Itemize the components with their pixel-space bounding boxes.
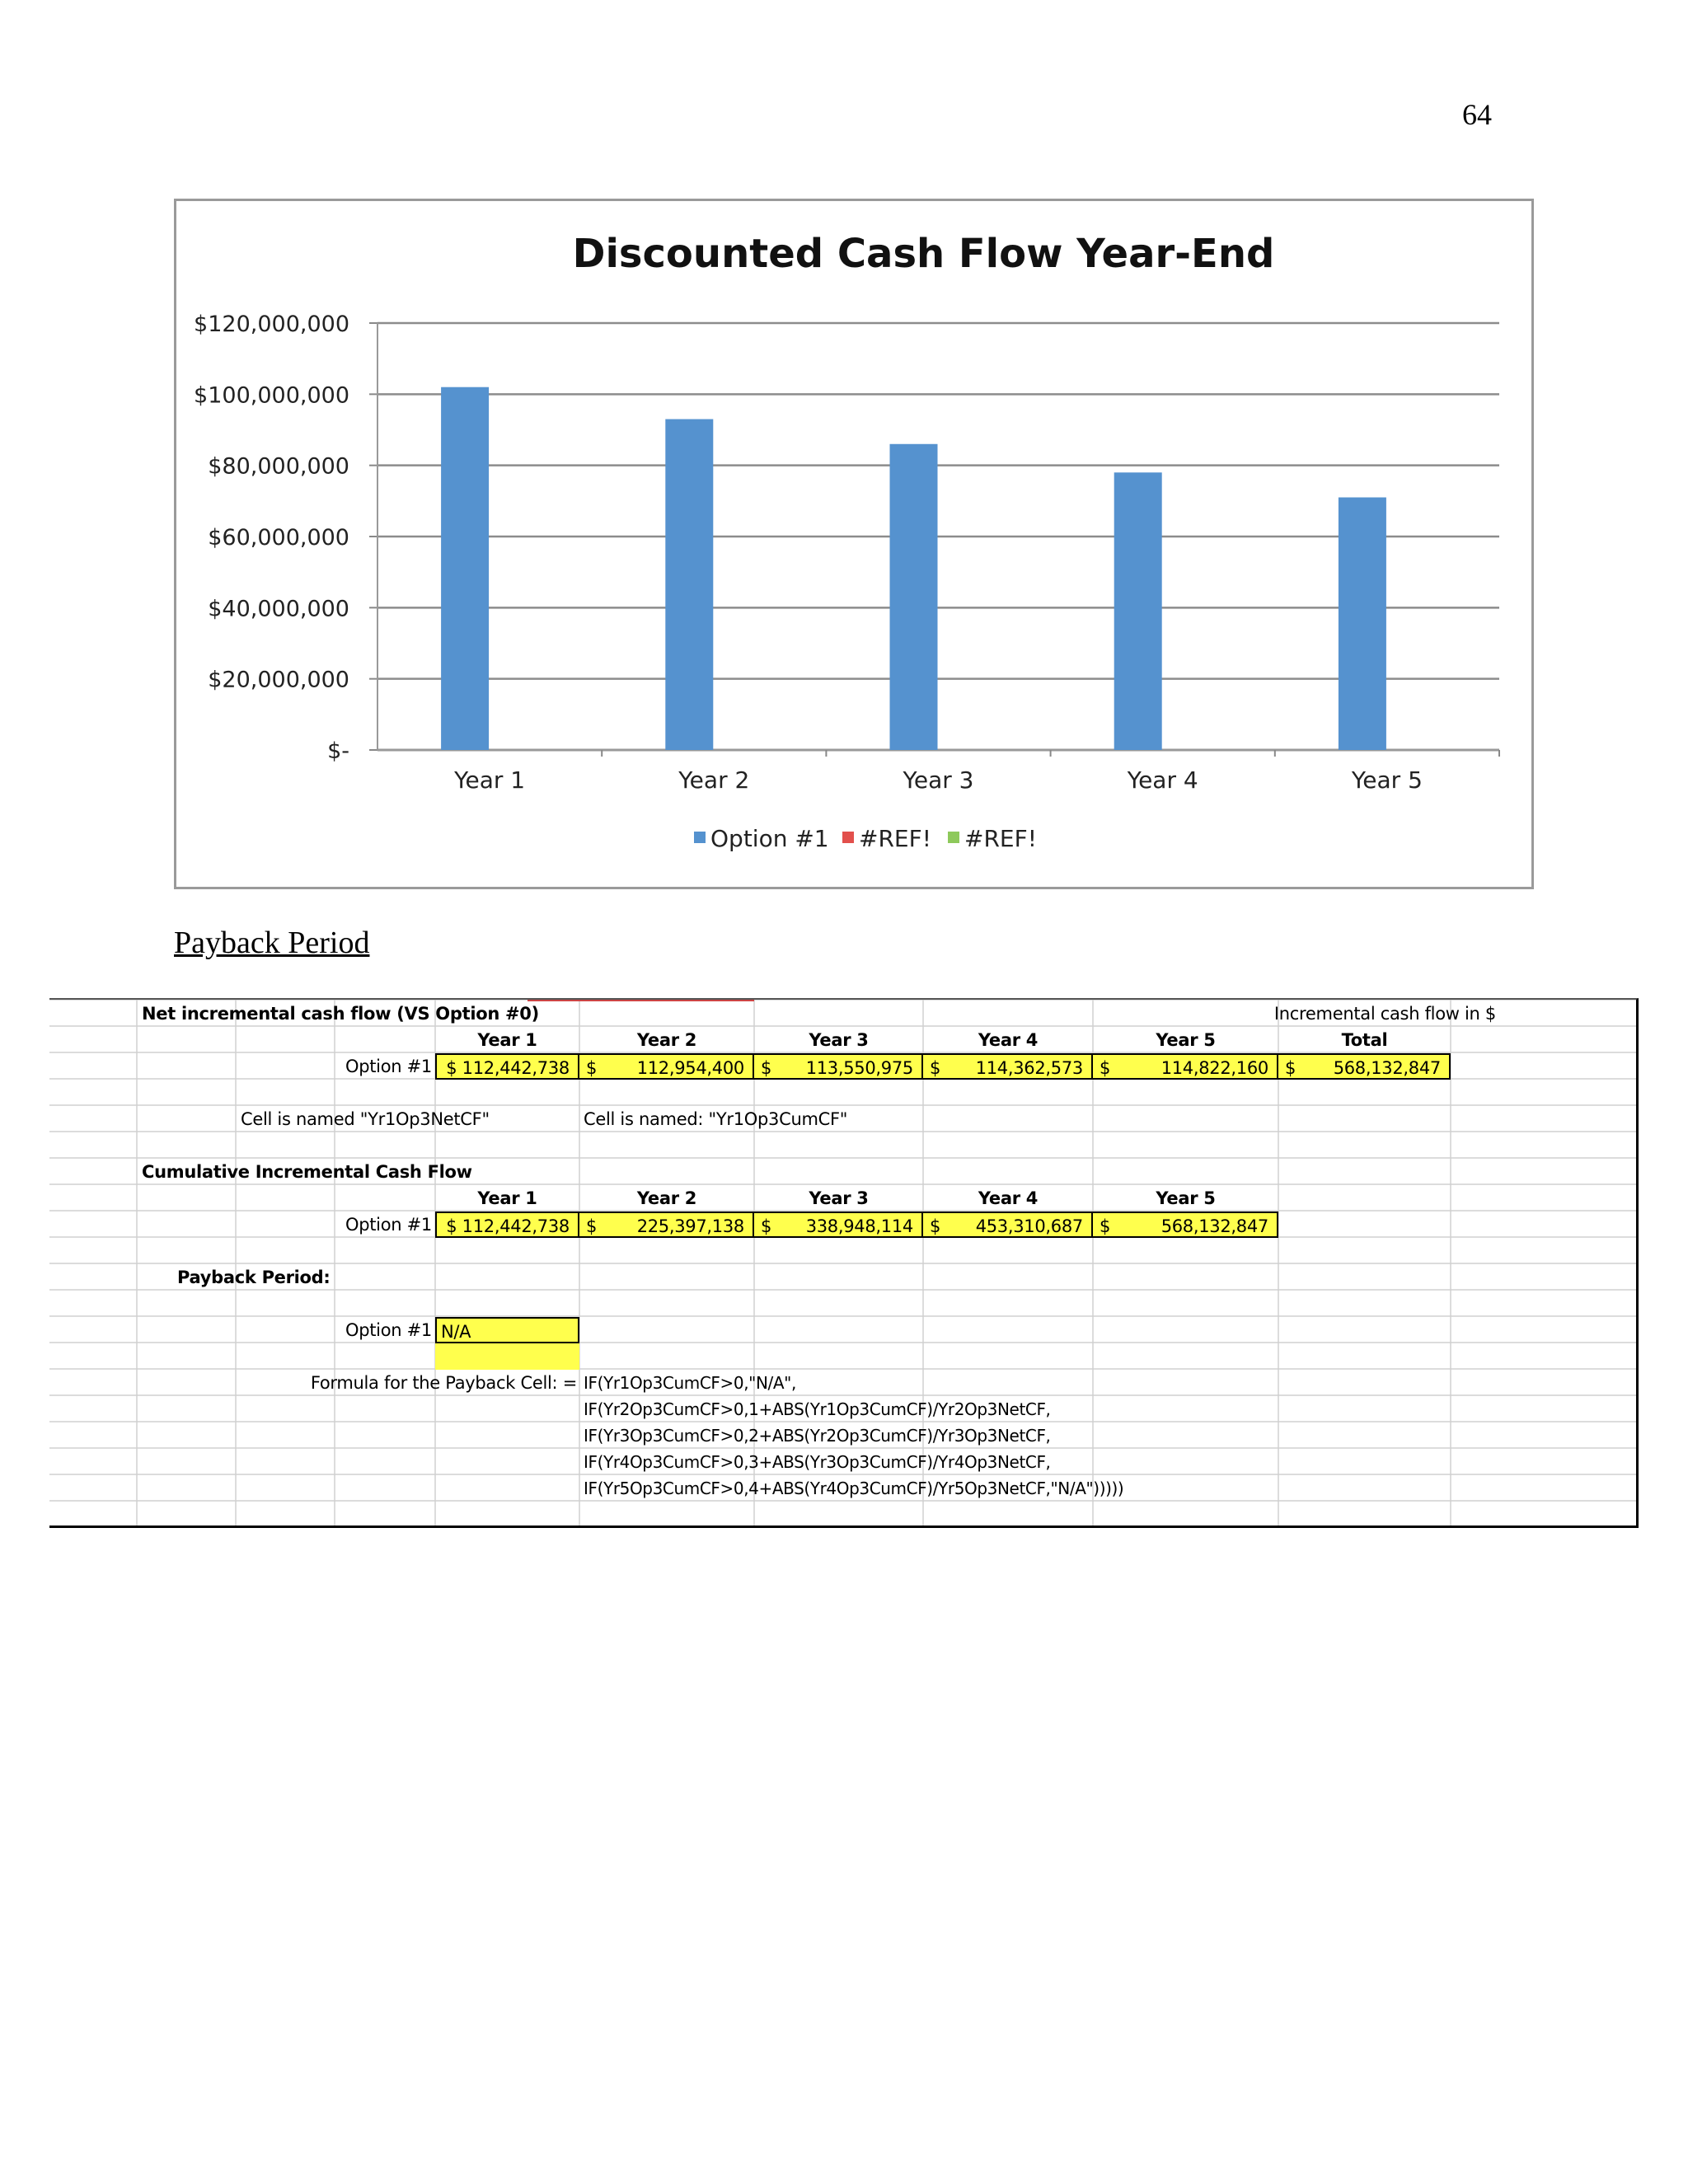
section-heading-payback: Payback Period [174, 926, 370, 960]
dcf-chart [174, 199, 1534, 889]
net-value-year-4: 114,362,573 [975, 1058, 1083, 1078]
formula-line-4: IF(Yr4Op3CumCF>0,3+ABS(Yr3Op3CumCF)/Yr4Op3NetCF, [584, 1452, 1051, 1472]
net-header-year-1: Year 1 [477, 1030, 537, 1050]
x-tick-label: Year 3 [903, 766, 974, 794]
cumulative-title: Cumulative Incremental Cash Flow [142, 1162, 472, 1182]
net-value-year-5: 114,822,160 [1160, 1058, 1268, 1078]
net-cashflow-title: Net incremental cash flow (VS Option #0) [142, 1004, 539, 1024]
payback-title: Payback Period: [177, 1268, 331, 1287]
cum-option-label: Option #1 [345, 1215, 432, 1235]
currency-symbol: $ [1100, 1216, 1111, 1236]
net-option-label: Option #1 [345, 1057, 432, 1076]
net-header-year-2: Year 2 [636, 1030, 697, 1050]
currency-symbol: $ [930, 1058, 941, 1078]
cum-value-year-1: $ 112,442,738 [446, 1216, 570, 1236]
y-tick-label: $- [327, 738, 349, 764]
units-note: Incremental cash flow in $ [1273, 1004, 1496, 1024]
cum-value-year-2: 225,397,138 [636, 1216, 744, 1236]
legend-label: Option #1 [710, 825, 829, 852]
net-cell-year-4[interactable] [921, 1053, 1093, 1080]
bar-option-1 [1114, 472, 1162, 750]
bar-option-1 [441, 387, 489, 750]
legend-swatch [948, 832, 959, 843]
net-cell-total[interactable] [1277, 1053, 1451, 1080]
cum-header-year-2: Year 2 [636, 1188, 697, 1208]
net-header-year-3: Year 3 [809, 1030, 869, 1050]
cum-value-year-5: 568,132,847 [1160, 1216, 1268, 1236]
page-number: 64 [1462, 98, 1492, 131]
y-tick-label: $80,000,000 [208, 453, 349, 480]
net-value-year-3: 113,550,975 [805, 1058, 913, 1078]
net-cell-year-5[interactable] [1091, 1053, 1278, 1080]
y-tick-label: $40,000,000 [208, 596, 349, 622]
bar-option-1 [665, 419, 713, 750]
cum-cell-year-2[interactable] [578, 1212, 754, 1238]
chart-title: Discounted Cash Flow Year-End [572, 231, 1275, 277]
payback-cell[interactable]: N/A [435, 1317, 579, 1343]
cum-cell-year-5[interactable] [1091, 1212, 1278, 1238]
legend-label: #REF! [859, 825, 931, 852]
cum-value-year-4: 453,310,687 [975, 1216, 1083, 1236]
legend-swatch [842, 832, 854, 843]
cum-cell-year-3[interactable] [753, 1212, 923, 1238]
cum-cell-year-1[interactable] [435, 1212, 579, 1238]
net-value-year-1: $ 112,442,738 [446, 1058, 570, 1078]
x-tick-label: Year 5 [1351, 766, 1423, 794]
x-tick-label: Year 2 [678, 766, 750, 794]
cum-header-year-3: Year 3 [809, 1188, 869, 1208]
formula-line-2: IF(Yr2Op3CumCF>0,1+ABS(Yr1Op3CumCF)/Yr2Op3NetCF, [584, 1399, 1051, 1419]
x-tick-label: Year 1 [454, 766, 526, 794]
net-header-total: Total [1341, 1030, 1388, 1050]
currency-symbol: $ [761, 1058, 772, 1078]
bar-option-1 [890, 444, 938, 750]
legend-swatch [694, 832, 706, 843]
x-tick-label: Year 4 [1127, 766, 1198, 794]
formula-line-3: IF(Yr3Op3CumCF>0,2+ABS(Yr2Op3CumCF)/Yr3Op3NetCF, [584, 1426, 1051, 1446]
note-cum-cell-name: Cell is named: "Yr1Op3CumCF" [584, 1109, 848, 1129]
spreadsheet [49, 998, 1639, 1528]
formula-line-5: IF(Yr5Op3CumCF>0,4+ABS(Yr4Op3CumCF)/Yr5Op3NetCF,"N/A"))))) [584, 1479, 1124, 1498]
y-tick-label: $20,000,000 [208, 667, 349, 693]
legend-label: #REF! [964, 825, 1037, 852]
net-cell-year-3[interactable] [753, 1053, 923, 1080]
y-tick-label: $60,000,000 [208, 525, 349, 551]
cum-header-year-5: Year 5 [1156, 1188, 1216, 1208]
net-header-year-4: Year 4 [978, 1030, 1039, 1050]
payback-cell-below [435, 1343, 579, 1370]
y-tick-label: $100,000,000 [194, 382, 349, 409]
net-value-total: 568,132,847 [1333, 1058, 1441, 1078]
currency-symbol: $ [761, 1216, 772, 1236]
chart-canvas [176, 201, 1531, 887]
bar-option-1 [1339, 498, 1386, 750]
net-header-year-5: Year 5 [1156, 1030, 1216, 1050]
currency-symbol: $ [586, 1058, 598, 1078]
currency-symbol: $ [586, 1216, 598, 1236]
y-tick-label: $120,000,000 [194, 312, 349, 337]
formula-line-1: IF(Yr1Op3CumCF>0,"N/A", [584, 1373, 796, 1393]
currency-symbol: $ [1100, 1058, 1111, 1078]
net-cell-year-2[interactable] [578, 1053, 754, 1080]
cum-header-year-4: Year 4 [978, 1188, 1039, 1208]
currency-symbol: $ [1285, 1058, 1296, 1078]
cum-header-year-1: Year 1 [477, 1188, 537, 1208]
net-cell-year-1[interactable] [435, 1053, 579, 1080]
note-net-cell-name: Cell is named "Yr1Op3NetCF" [241, 1109, 490, 1129]
currency-symbol: $ [930, 1216, 941, 1236]
cum-value-year-3: 338,948,114 [805, 1216, 913, 1236]
net-value-year-2: 112,954,400 [636, 1058, 744, 1078]
formula-label: Formula for the Payback Cell: = [310, 1373, 577, 1393]
cum-cell-year-4[interactable] [921, 1212, 1093, 1238]
payback-option-label: Option #1 [345, 1320, 432, 1340]
